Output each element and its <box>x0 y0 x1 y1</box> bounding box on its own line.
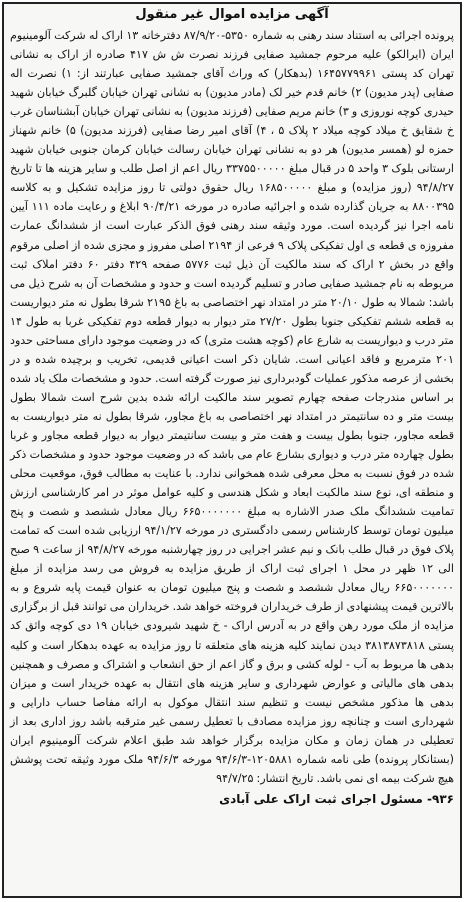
auction-notice <box>2 2 462 898</box>
notice-body: پرونده اجرائی به استناد سند رهنی به شماره ۵۳۵۰-۸۷/۹/۲۰ دفترخانه ۱۳ اراک له شرکت آلومینیوم ایران (ایرالکو) علیه مرحوم جمشید صفایی فرزند نصرت ش ش ۴۱۷ صادره از اراک به نشانی تهران کد پستی ۱۶۴۵۷۷۹۹۶۱ (بدهکار) که وراث آقای جمشید صفایی عبارتند از: ۱) نصرت اله صفایی (پدر مدیون) ۲) خانم قدم خیر لک (مادر مدیون) به نشانی تهران خیابان گلبرگ خیابان شهید حیدری کوچه نوروزی و ۳) خانم مریم صفایی (فرزند مدیون) به نشانی تهران خیابان آبشناسان غرب خ شقایق خ میلاد کوچه میلاد ۲ پلاک ۵ ، ۴) آقای امیر رضا صفایی (فرزند مدیون) ۵) خانم شهناز حمزه لو (همسر مدیون) هر دو به نشانی تهران خیابان رسالت خیابان کرمان جنوبی خیابان شهید ارستانی بلوک ۳ واحد ۵ در قبال مبلغ ۳۳۷۵۵۰۰۰۰۰ ریال اعم از اصل طلب و سایر هزینه ها تا تاریخ ۹۴/۸/۲۷ (روز مزایده) و مبلغ ۱۶۸۵۰۰۰۰۰ ریال حقوق دولتی تا روز مزایده تشکیل و به کلاسه ۸۸۰۰۳۹۵ به جریان گذارده شده و اجرائیه صادره در مورخه ۹۰/۴/۲۱ ابلاغ و رعایت ماده ۱۱۱ آیین نامه اجرا نیز گردیده است. مورد وثیقه سند رهنی فوق الذکر عبارت است از ششدانگ عمارت مفروزه ی قطعه ی اول تفکیکی پلاک ۹ فرعی از ۲۱۹۴ اصلی مفروز و مجزی شده از اصلی مرقوم واقع در بخش ۲ اراک که سند مالکیت آن ذیل ثبت ۵۷۷۶ صفحه ۴۲۹ دفتر ۶۰ دفتر املاک ثبت مربوطه به نام جمشید صفایی صادر و تسلیم گردیده است و حدود و مشخصات آن به شرح ذیل می باشد: شمالا به طول ۲۰/۱۰ متر در امتداد نهر اختصاصی به باغ ۲۱۹۵ شرقا بطول نه متر دیواریست به قطعه ششم تفکیکی جنوبا بطول ۲۷/۲۰ متر دیوار به دیوار قطعه دوم تفکیکی غربا به طول ۱۴ متر درب و دیواریست به شارع عام (کوچه هشت متری) که در وضعیت موجود دارای مساحتی حدود ۲۰۱ مترمربع و فاقد اعیانی است. شایان ذکر است اعیانی قدیمی، تخریب و برچیده شده و در بخشی از عرصه مذکور عملیات گودبرداری نیز صورت گرفته است. حدود و مشخصات ملک یاد شده بر اساس مندرجات صفحه چهارم تصویر سند مالکیت ارائه شده بدین شرح است شمالا بطول بیست متر و ده سانتیمتر در امتداد نهر اختصاصی به باغ مجاور، شرقا بطول نه متر دیواریست به قطعه مجاور، جنوبا بطول بیست و هفت متر و بیست سانتیمتر دیوار به دیوار قطعه مجاور و غربا بطول چهارده متر درب و دیواری بشارع عام می باشد که در وضعیت موجود حدود و مشخصات ذکر شده در فوق نسبت به محل معرفی شده همخوانی ندارد. با عنایت به مطالب فوق، موقعیت محلی و منطقه ای، نوع سند مالکیت ابعاد و شکل هندسی و کلیه عوامل موثر در امر کارشناسی ارزش تمامیت ششدانگ ملک صدر الاشاره به مبلغ ۶۶۵۰۰۰۰۰۰۰ ریال معادل ششصد و شصت و پنج میلیون تومان توسط کارشناس رسمی دادگستری در مورخه ۹۴/۱/۲۷ ارزیابی شده است که تمامت پلاک فوق در قبال طلب بانک و نیم عشر اجرایی در روز چهارشنبه مورخه ۹۴/۸/۲۷ از ساعت ۹ صبح الی ۱۲ ظهر در محل ۱ اجرای ثبت اراک از طریق مزایده به فروش می رسد مزایده از مبلغ ۶۶۵۰۰۰۰۰۰۰ ریال معادل ششصد و شصت و پنج میلیون تومان به عنوان قیمت پایه شروع و به بالاترین قیمت پیشنهادی از طرف خریداران فروخته خواهد شد. خریداران می توانند قبل از برگزاری مزایده از ملک مورد رهن واقع در به آدرس اراک - خ شهید شیرودی خیابان ۱۹ دی کوچه واثق کد پستی ۳۸۱۳۸۷۳۸۱۸ دیدن نمایند کلیه هزینه های متعلقه تا روز مزایده به عهده بدهکار است و کلیه بدهی ها مربوط به آب - لوله کشی و برق و گاز اعم از حق انشعاب و اشتراک و مصرف و همچنین بدهی های مالیاتی و عوارض شهرداری و سایر هزینه های انتقال به عهده خریدار است و میزان بدهی ها مذکور مشخص نیست و تنظیم سند انتقال موکول به ارائه مفاصا حساب دارایی و شهرداری است و چنانچه روز مزایده مصادف با تعطیل رسمی غیر مترقبه باشد روز اداری بعد از تعطیلی در همان زمان و مکان مزایده برگزار خواهد شد طبق اعلام شرکت آلومینیوم ایران (بستانکار پرونده) طی نامه شماره ۱۲۰۵۸۸۱-۹۴/۶/۳ مورخه ۹۴/۶/۳ ملک مورد وثیقه تحت پوشش هیچ شرکت بیمه ای نمی باشد. تاریخ انتشار: ۹۴/۷/۲۵ <box>10 29 455 785</box>
notice-signature: ۹۳۶- مسئول اجرای ثبت اراک علی آبادی <box>219 791 454 806</box>
notice-title: آگهی مزایده اموال غیر منقول <box>135 7 329 22</box>
